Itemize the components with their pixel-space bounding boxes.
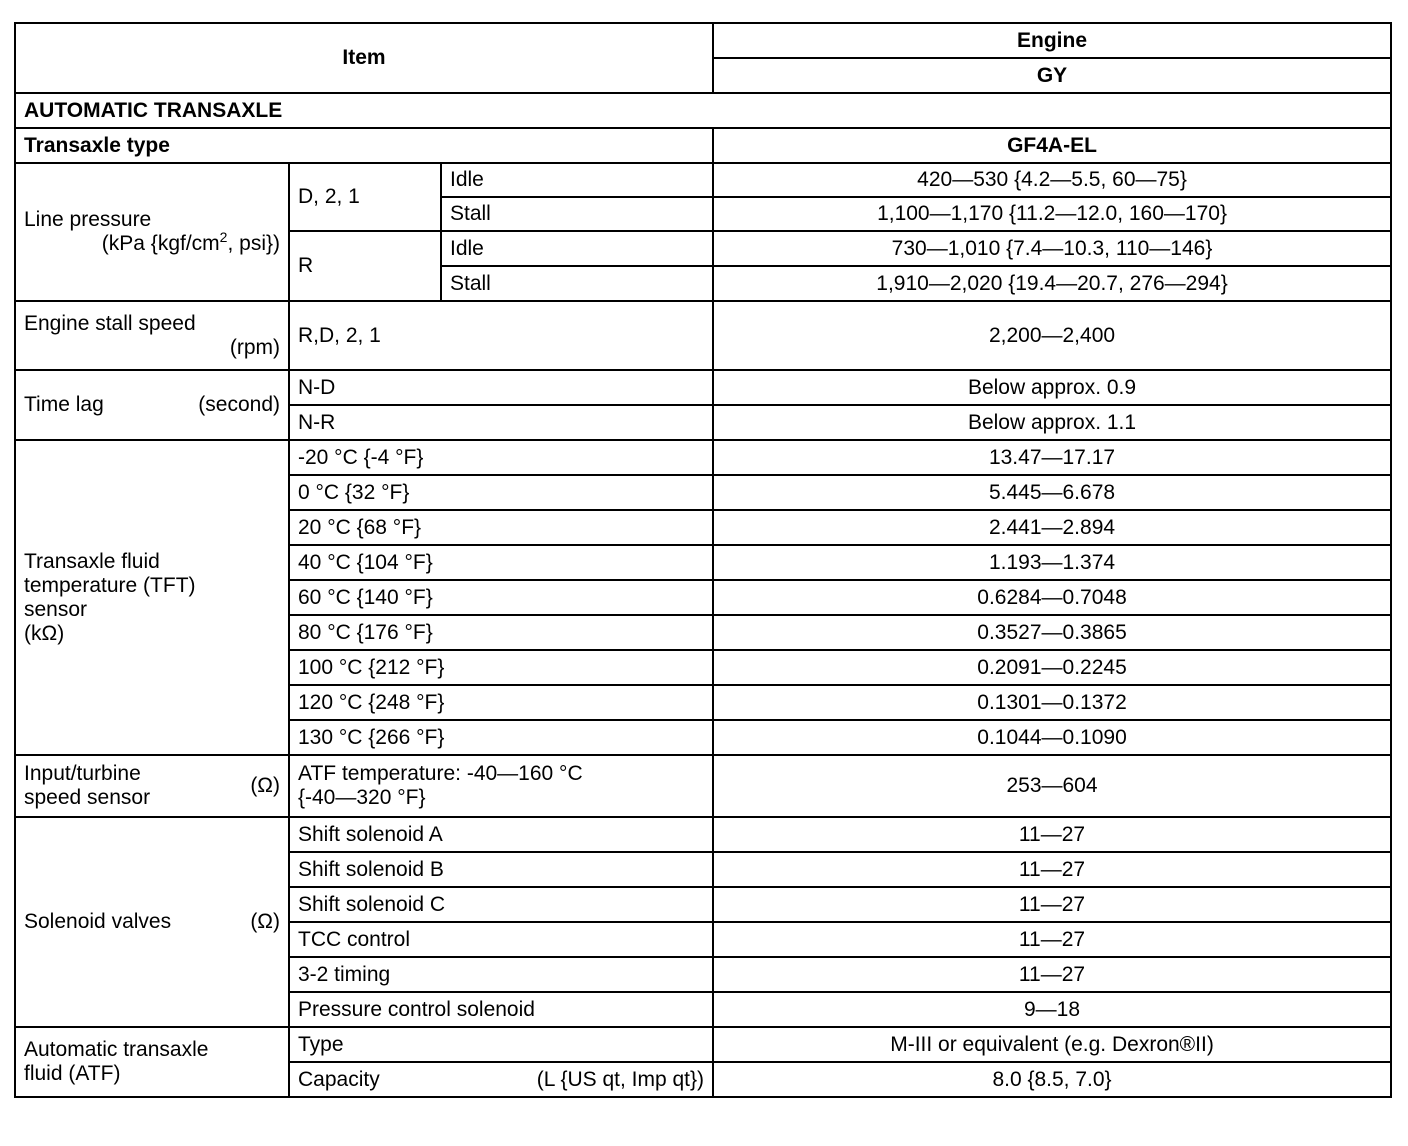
time-lag-cond: N-R xyxy=(289,405,713,440)
stall-speed-label-cell xyxy=(15,301,289,370)
table-row xyxy=(15,163,1391,197)
line-pressure-cond: Idle xyxy=(441,231,713,266)
time-lag-cond: N-D xyxy=(289,370,713,405)
solenoid-resistance: 11—27 xyxy=(713,922,1391,957)
turbine-cond-line: {-40—320 °F} xyxy=(298,786,426,809)
time-lag-unit: (second) xyxy=(198,393,280,416)
solenoid-label: Solenoid valves xyxy=(24,910,172,933)
time-lag-value: Below approx. 1.1 xyxy=(713,405,1391,440)
turbine-sensor-label-cell xyxy=(15,755,289,817)
tft-temp: 130 °C {266 °F} xyxy=(289,720,713,755)
line-pressure-value: 420—530 {4.2—5.5, 60—75} xyxy=(713,163,1391,197)
atf-type-value: M-III or equivalent (e.g. Dexron®II) xyxy=(713,1027,1391,1062)
solenoid-name: Pressure control solenoid xyxy=(289,992,713,1027)
line-pressure-label-cell xyxy=(15,163,289,301)
transaxle-type-label: Transaxle type xyxy=(15,128,713,163)
atf-label-line: Automatic transaxle xyxy=(24,1038,209,1061)
tft-temp: 40 °C {104 °F} xyxy=(289,545,713,580)
line-pressure-unit: (kPa {$kgf/cm^2$, psi}) xyxy=(101,229,280,255)
solenoid-name: 3-2 timing xyxy=(289,957,713,992)
tft-temp: 0 °C {32 °F} xyxy=(289,475,713,510)
tft-sensor-label-cell xyxy=(15,440,289,755)
table-row xyxy=(15,755,1391,817)
header-row xyxy=(15,23,1391,58)
solenoid-unit: (Ω) xyxy=(250,910,280,933)
atf-label-cell xyxy=(15,1027,289,1097)
time-lag-label: Time lag xyxy=(24,393,104,416)
tft-temp: 20 °C {68 °F} xyxy=(289,510,713,545)
tft-resistance: 0.1044—0.1090 xyxy=(713,720,1391,755)
tft-resistance: 2.441—2.894 xyxy=(713,510,1391,545)
tft-resistance: 5.445—6.678 xyxy=(713,475,1391,510)
solenoid-name: Shift solenoid A xyxy=(289,817,713,852)
turbine-label-line: speed sensor xyxy=(24,786,151,809)
solenoid-name: Shift solenoid C xyxy=(289,887,713,922)
tft-temp: 80 °C {176 °F} xyxy=(289,615,713,650)
stall-speed-range: R,D, 2, 1 xyxy=(289,301,713,370)
atf-label-line: fluid (ATF) xyxy=(24,1062,121,1085)
turbine-label-line: Input/turbine xyxy=(24,762,141,785)
stall-speed-label: Engine stall speed xyxy=(24,311,196,335)
solenoid-resistance: 11—27 xyxy=(713,957,1391,992)
tft-resistance: 1.193—1.374 xyxy=(713,545,1391,580)
table-row xyxy=(15,1027,1391,1062)
atf-capacity-unit: (L {US qt, Imp qt}) xyxy=(536,1067,705,1091)
line-pressure-cond: Idle xyxy=(441,163,713,197)
line-pressure-cond: Stall xyxy=(441,266,713,301)
solenoid-name: Shift solenoid B xyxy=(289,852,713,887)
turbine-sensor-cond-cell xyxy=(289,755,713,817)
line-pressure-value: 730—1,010 {7.4—10.3, 110—146} xyxy=(713,231,1391,266)
tft-resistance: 0.3527—0.3865 xyxy=(713,615,1391,650)
tft-temp: 60 °C {140 °F} xyxy=(289,580,713,615)
table-row xyxy=(15,440,1391,475)
tft-resistance: 0.2091—0.2245 xyxy=(713,650,1391,685)
solenoid-resistance: 11—27 xyxy=(713,852,1391,887)
tft-resistance: 0.1301—0.1372 xyxy=(713,685,1391,720)
tft-label-line: temperature (TFT) xyxy=(24,573,196,597)
atf-type-label: Type xyxy=(289,1027,713,1062)
line-pressure-value: 1,910—2,020 {19.4—20.7, 276—294} xyxy=(713,266,1391,301)
line-pressure-value: 1,100—1,170 {11.2—12.0, 160—170} xyxy=(713,197,1391,231)
stall-speed-unit: (rpm) xyxy=(229,335,280,359)
line-pressure-cond: Stall xyxy=(441,197,713,231)
section-title: AUTOMATIC TRANSAXLE xyxy=(15,93,1391,128)
transaxle-type-value: GF4A-EL xyxy=(713,128,1391,163)
atf-capacity-value: 8.0 {8.5, 7.0} xyxy=(713,1062,1391,1097)
line-pressure-label: Line pressure xyxy=(24,208,152,231)
atf-capacity-label: Capacity xyxy=(298,1067,380,1091)
tft-temp: -20 °C {-4 °F} xyxy=(289,440,713,475)
transaxle-spec-table xyxy=(14,22,1392,1098)
solenoid-resistance: 9—18 xyxy=(713,992,1391,1027)
turbine-sensor-value: 253—604 xyxy=(713,755,1391,817)
table-row xyxy=(15,370,1391,405)
time-lag-value: Below approx. 0.9 xyxy=(713,370,1391,405)
table-row xyxy=(15,128,1391,163)
line-pressure-range: D, 2, 1 xyxy=(289,163,441,231)
engine-header: Engine xyxy=(713,23,1391,58)
spec-sheet xyxy=(14,22,1390,1098)
tft-label-line: (kΩ) xyxy=(24,621,65,645)
engine-code: GY xyxy=(713,58,1391,93)
solenoid-resistance: 11—27 xyxy=(713,887,1391,922)
table-row xyxy=(15,301,1391,370)
atf-capacity-cell xyxy=(289,1062,713,1097)
tft-label-line: Transaxle fluid xyxy=(24,549,160,573)
section-row xyxy=(15,93,1391,128)
tft-resistance: 13.47—17.17 xyxy=(713,440,1391,475)
tft-temp: 100 °C {212 °F} xyxy=(289,650,713,685)
tft-label-line: sensor xyxy=(24,597,88,621)
solenoid-name: TCC control xyxy=(289,922,713,957)
table-row xyxy=(15,817,1391,852)
tft-resistance: 0.6284—0.7048 xyxy=(713,580,1391,615)
time-lag-label-cell xyxy=(15,370,289,440)
tft-temp: 120 °C {248 °F} xyxy=(289,685,713,720)
solenoid-label-cell xyxy=(15,817,289,1027)
line-pressure-range: R xyxy=(289,231,441,301)
turbine-cond-line: ATF temperature: -40—160 °C xyxy=(298,762,583,785)
stall-speed-value: 2,200—2,400 xyxy=(713,301,1391,370)
turbine-sensor-unit: (Ω) xyxy=(250,774,280,797)
solenoid-resistance: 11—27 xyxy=(713,817,1391,852)
item-header: Item xyxy=(15,23,713,93)
